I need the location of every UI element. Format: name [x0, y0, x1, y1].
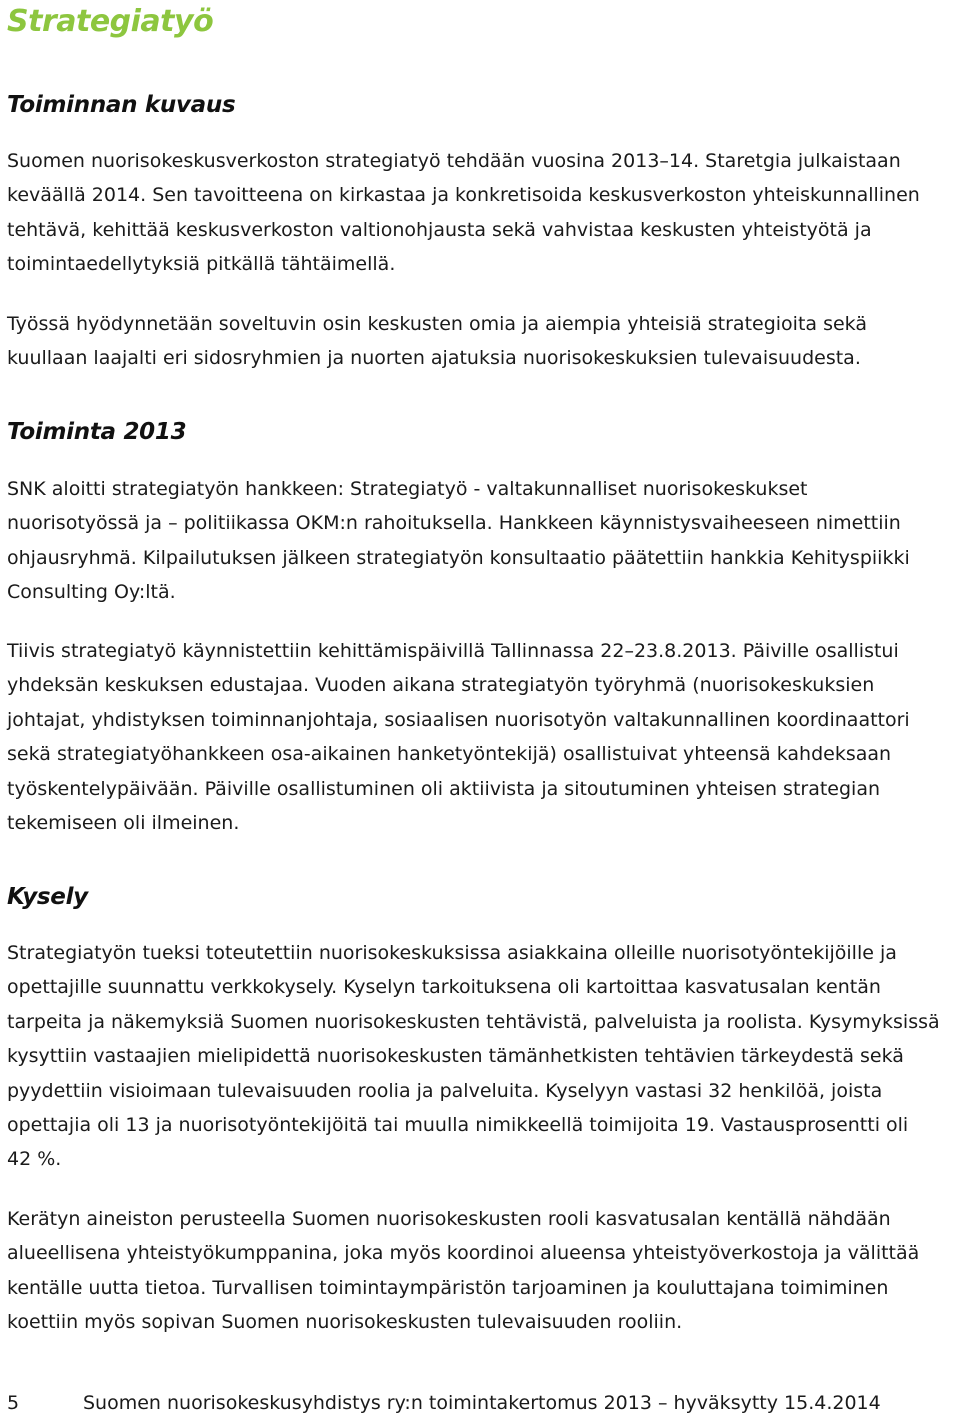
text-line: kentälle uutta tietoa. Turvallisen toimintaympäristön tarjoaminen ja kouluttajana toimiminen: [7, 1276, 889, 1299]
text-line: Consulting Oy:ltä.: [7, 581, 176, 604]
text-line: työskentelypäivään. Päiville osallistuminen oli aktiivista ja sitoutuminen yhteisen strategian: [7, 777, 881, 800]
paragraph: [7, 936, 960, 1177]
text-line: Tiivis strategiatyö käynnistettiin kehittämispäivillä Tallinnassa 22–23.8.2013. Päiville osallistui: [7, 640, 899, 662]
text-line: tarpeita ja näkemyksiä Suomen nuorisokeskusten tehtävistä, palveluista ja roolista. Kysymyksissä: [7, 1010, 940, 1033]
section-heading-toiminnan-kuvaus: Toiminnan kuvaus: [7, 92, 236, 118]
paragraph: [7, 472, 960, 610]
text-line: opettajille suunnattu verkkokysely. Kyselyn tarkoituksena oli kartoittaa kasvatusalan kentän: [7, 976, 881, 999]
text-line: alueellisena yhteistyökumppanina, joka myös koordinoi alueensa yhteistyöverkostoja ja välittää: [7, 1242, 920, 1265]
text-line: Kerätyn aineiston perusteella Suomen nuorisokeskusten rooli kasvatusalan kentällä nähdään: [7, 1208, 891, 1230]
text-line: SNK aloitti strategiatyön hankkeen: Strategiatyö - valtakunnalliset nuorisokeskukset: [7, 478, 808, 500]
paragraph: [7, 307, 960, 376]
text-line: kysyttiin vastaajien mielipidettä nuorisokeskusten tämänhetkisten tehtävien tärkeydestä sekä: [7, 1045, 904, 1068]
text-line: opettajia oli 13 ja nuorisotyöntekijöitä tai muulla nimikkeellä toimijoita 19. Vastausprosentti oli: [7, 1114, 909, 1137]
text-line: koettiin myös sopivan Suomen nuorisokeskusten tulevaisuuden rooliin.: [7, 1311, 683, 1334]
footer-text: Suomen nuorisokeskusyhdistys ry:n toimintakertomus 2013 – hyväksytty 15.4.2014: [83, 1392, 881, 1414]
section-heading-toiminta-2013: Toiminta 2013: [7, 419, 187, 445]
page-number: 5: [7, 1392, 20, 1414]
page-footer: [7, 1388, 960, 1418]
text-line: Työssä hyödynnetään soveltuvin osin keskusten omia ja aiempia yhteisiä strategioita sekä: [7, 313, 867, 335]
page-title: Strategiatyö: [7, 4, 214, 39]
text-line: yhdeksän keskuksen edustajaa. Vuoden aikana strategiatyön työryhmä (nuorisokeskuksien: [7, 674, 875, 697]
text-line: keväällä 2014. Sen tavoitteena on kirkastaa ja konkretisoida keskusverkoston yhteiskunnallinen: [7, 184, 920, 207]
text-line: ohjausryhmä. Kilpailutuksen jälkeen strategiatyön konsultaatio päätettiin hankkia Kehityspiikki: [7, 546, 910, 569]
text-line: sekä strategiatyöhankkeen osa-aikainen hanketyöntekijä) osallistuivat yhteensä kahdeksaan: [7, 743, 892, 766]
text-line: nuorisotyössä ja – politiikassa OKM:n rahoituksella. Hankkeen käynnistysvaiheeseen nimettiin: [7, 512, 901, 535]
text-line: kuullaan laajalti eri sidosryhmien ja nuorten ajatuksia nuorisokeskuksien tulevaisuudesta.: [7, 347, 861, 370]
text-line: Strategiatyön tueksi toteutettiin nuorisokeskuksissa asiakkaina olleille nuorisotyöntekijöille ja: [7, 942, 897, 964]
text-line: 42 %.: [7, 1148, 62, 1171]
text-line: toimintaedellytyksiä pitkällä tähtäimellä.: [7, 253, 396, 276]
text-line: johtajat, yhdistyksen toiminnanjohtaja, sosiaalisen nuorisotyön valtakunnallinen koordinaattori: [7, 708, 910, 731]
paragraph: [7, 634, 960, 840]
text-line: Suomen nuorisokeskusverkoston strategiatyö tehdään vuosina 2013–14. Staretgia julkaistaan: [7, 150, 901, 172]
text-line: tehtävä, kehittää keskusverkoston valtionohjausta sekä vahvistaa keskusten yhteistyötä ja: [7, 218, 872, 241]
text-line: tekemiseen oli ilmeinen.: [7, 812, 240, 835]
text-line: pyydettiin visioimaan tulevaisuuden roolia ja palveluita. Kyselyyn vastasi 32 henkilöä, joista: [7, 1079, 883, 1102]
section-heading-kysely: Kysely: [7, 884, 88, 910]
paragraph: [7, 1202, 960, 1340]
paragraph: [7, 144, 960, 282]
